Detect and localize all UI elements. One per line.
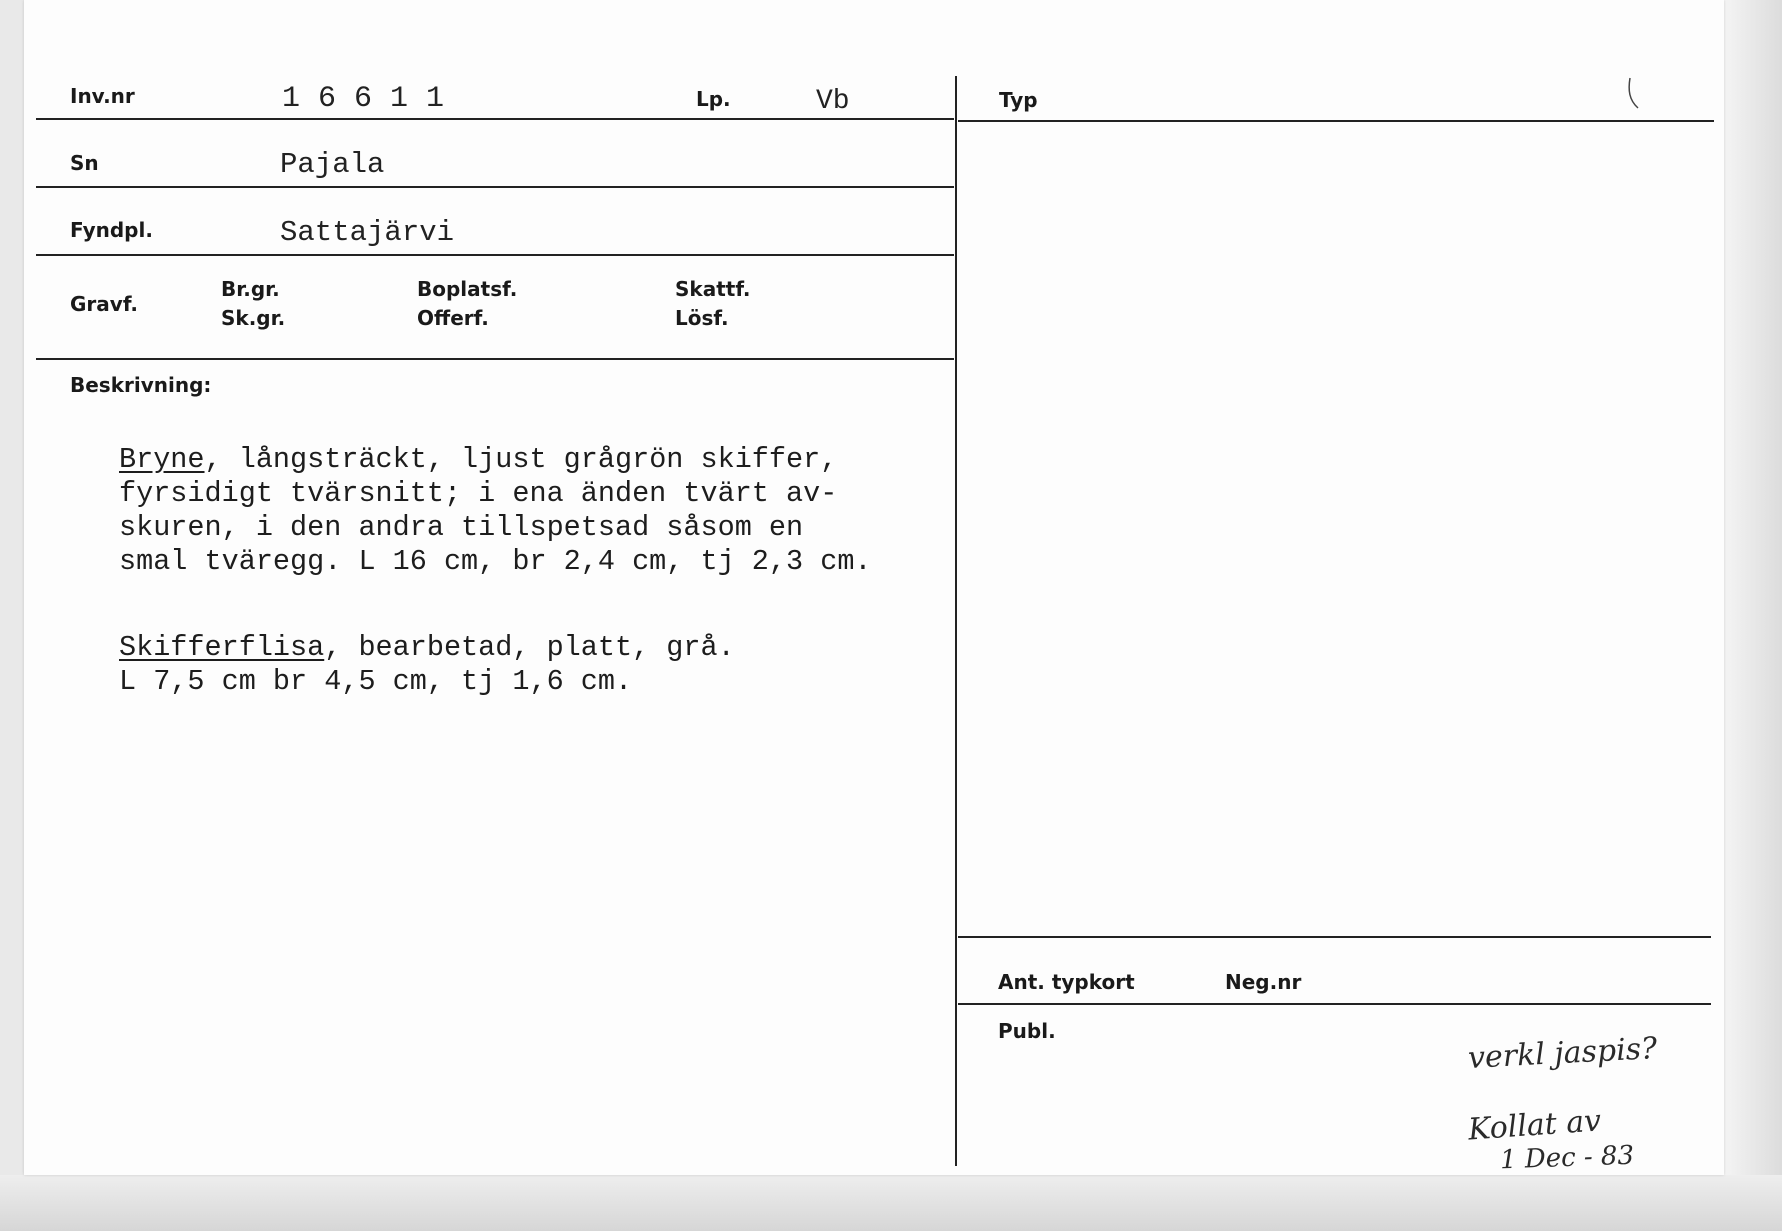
publ-label: Publ. (998, 1019, 1056, 1043)
description-paragraph-1 (119, 443, 872, 579)
skgr-label: Sk.gr. (221, 306, 286, 330)
skattf-label: Skattf. (675, 277, 751, 301)
description-line: L 7,5 cm br 4,5 cm, tj 1,6 cm. (119, 665, 633, 698)
brgr-label: Br.gr. (221, 277, 280, 301)
description-paragraph-2 (119, 631, 735, 699)
beskrivning-label: Beskrivning: (70, 373, 212, 397)
catalog-card (24, 0, 1724, 1175)
rule-inv (36, 118, 954, 120)
rule-gravf (36, 358, 954, 360)
losf-label: Lösf. (675, 306, 729, 330)
fyndpl-label: Fyndpl. (70, 218, 153, 242)
offerf-label: Offerf. (417, 306, 489, 330)
description-line: fyrsidigt tvärsnitt; i ena änden tvärt av- (119, 477, 838, 510)
handwritten-note-kollat: Kollat av (1466, 1103, 1603, 1148)
column-divider (955, 76, 957, 1166)
scan-edge-bottom (0, 1175, 1782, 1231)
lp-value: Vb (816, 86, 850, 117)
gravf-label: Gravf. (70, 292, 139, 316)
rule-sn (36, 186, 954, 188)
description-term-skifferflisa: Skifferflisa (119, 631, 325, 664)
rule-typ (958, 120, 1714, 122)
rule-ant (958, 1003, 1711, 1005)
pen-mark (1624, 76, 1644, 112)
description-line: skuren, i den andra tillspetsad såsom en (119, 511, 804, 544)
sn-value: Pajala (280, 148, 385, 181)
description-line: , bearbetad, platt, grå. (324, 631, 735, 664)
fyndpl-value: Sattajärvi (280, 216, 455, 249)
inv-nr-value: 1 6 6 1 1 (282, 82, 445, 116)
description-term-bryne: Bryne (119, 443, 205, 476)
lp-label: Lp. (696, 87, 731, 111)
sn-label: Sn (70, 151, 99, 175)
typ-label: Typ (999, 88, 1038, 112)
description-line: smal tväregg. L 16 cm, br 2,4 cm, tj 2,3 cm. (119, 545, 872, 578)
scan-edge-right (1724, 0, 1782, 1231)
ant-typkort-label: Ant. typkort (998, 970, 1135, 994)
neg-nr-label: Neg.nr (1225, 970, 1302, 994)
boplatsf-label: Boplatsf. (417, 277, 518, 301)
handwritten-note-date: 1 Dec - 83 (1499, 1140, 1635, 1176)
rule-fyndpl (36, 254, 954, 256)
description-line: , långsträckt, ljust grågrön skiffer, (204, 443, 838, 476)
inv-nr-label: Inv.nr (70, 84, 135, 108)
handwritten-note-verkl: verkl jaspis? (1467, 1031, 1659, 1076)
rule-typ-bottom (958, 936, 1711, 938)
